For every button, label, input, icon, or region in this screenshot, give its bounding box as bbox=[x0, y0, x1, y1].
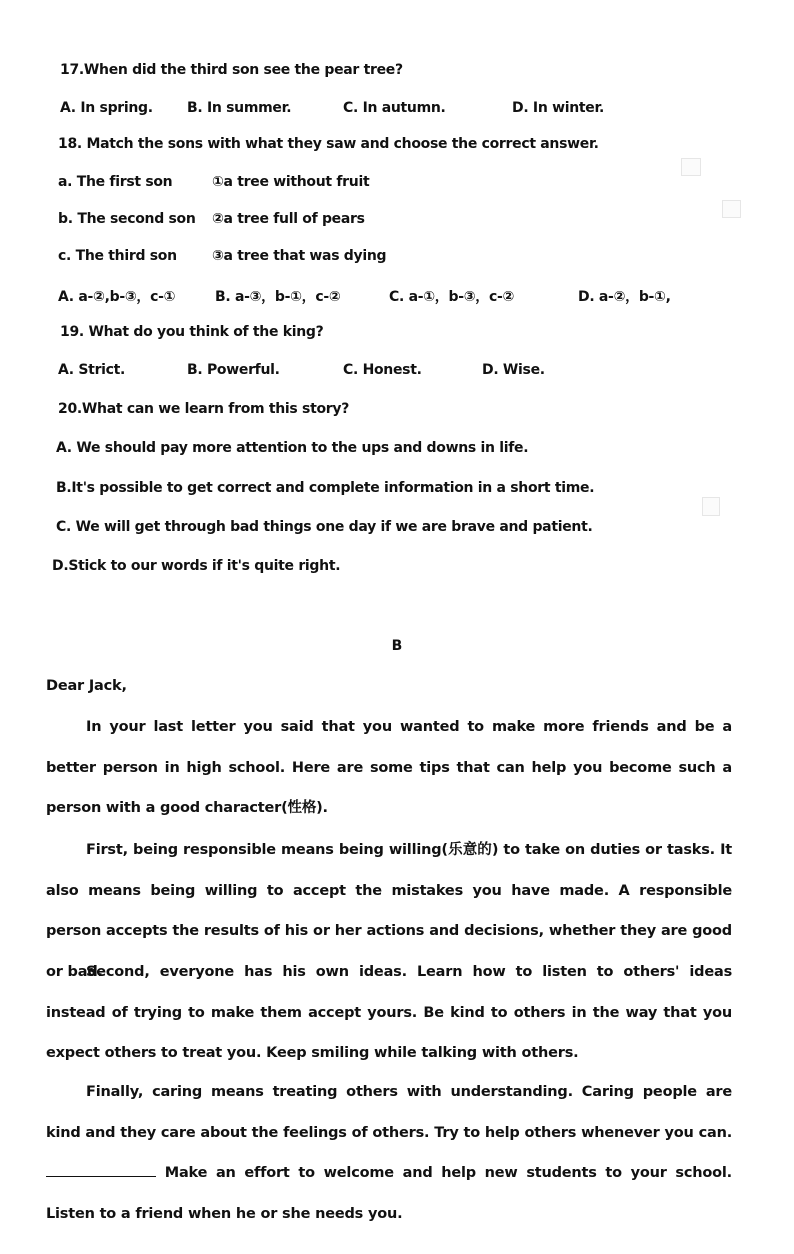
q18-left-c: c. The third son bbox=[58, 248, 177, 264]
letter-paragraph-second: Second, everyone has his own ideas. Learn how to listen to others' ideas instead of trying to make them accept yours. Be kind to others in the way that you expect others to treat you. Keep smiling while talking with others. bbox=[46, 964, 732, 1061]
letter-greeting: Dear Jack, bbox=[46, 678, 127, 694]
question-20: 20.What can we learn from this story? bbox=[58, 401, 350, 417]
q19-option-d: D. Wise. bbox=[482, 362, 545, 378]
letter-paragraph-final bbox=[46, 1072, 732, 1234]
q20-option-a: A. We should pay more attention to the ups and downs in life. bbox=[56, 440, 529, 456]
final-text-before-blank: Finally, caring means treating others with understanding. Caring people are kind and they care about the feelings of others. Try to help others whenever you can. bbox=[46, 1084, 732, 1141]
q20-option-d: D.Stick to our words if it's quite right. bbox=[52, 558, 341, 574]
q18-right-2: ②a tree full of pears bbox=[212, 211, 365, 227]
q18-left-b: b. The second son bbox=[58, 211, 196, 227]
final-text-after-blank: Make an effort to welcome and help new students to your school. Listen to a friend when he or she needs you. bbox=[46, 1165, 732, 1222]
q18-right-3: ③a tree that was dying bbox=[212, 248, 387, 264]
q18-option-d: D. a-②，b-①, bbox=[578, 289, 671, 305]
section-b-title: B bbox=[391, 638, 403, 654]
scan-speck bbox=[702, 497, 720, 516]
letter-paragraph-intro: In your last letter you said that you wanted to make more friends and be a better person in high school. Here are some tips that can help you become such a person with a good character(性格). bbox=[46, 719, 732, 816]
question-17: 17.When did the third son see the pear tree? bbox=[60, 62, 403, 78]
q17-option-c: C. In autumn. bbox=[343, 100, 446, 116]
answer-blank[interactable] bbox=[46, 1164, 156, 1177]
q20-option-c: C. We will get through bad things one day if we are brave and patient. bbox=[56, 519, 593, 535]
scan-speck bbox=[722, 200, 741, 218]
q18-option-b: B. a-③，b-①，c-② bbox=[215, 289, 341, 305]
q19-option-a: A. Strict. bbox=[58, 362, 126, 378]
q18-right-1: ①a tree without fruit bbox=[212, 174, 370, 190]
q17-option-a: A. In spring. bbox=[60, 100, 153, 116]
q19-option-c: C. Honest. bbox=[343, 362, 422, 378]
scan-speck bbox=[681, 158, 701, 176]
letter-paragraph-first: First, being responsible means being willing(乐意的) to take on duties or tasks. It also means being willing to accept the mistakes you have made. A responsible person accepts the results of his or her actions and decisions, whether they are good or bad. bbox=[46, 842, 732, 980]
q18-left-a: a. The first son bbox=[58, 174, 173, 190]
q17-option-d: D. In winter. bbox=[512, 100, 605, 116]
q18-option-c: C. a-①，b-③，c-② bbox=[389, 289, 515, 305]
q18-option-a: A. a-②,b-③，c-① bbox=[58, 289, 176, 305]
question-18: 18. Match the sons with what they saw and choose the correct answer. bbox=[58, 136, 599, 152]
question-19: 19. What do you think of the king? bbox=[60, 324, 324, 340]
q19-option-b: B. Powerful. bbox=[187, 362, 280, 378]
q17-option-b: B. In summer. bbox=[187, 100, 292, 116]
q20-option-b: B.It's possible to get correct and complete information in a short time. bbox=[56, 480, 595, 496]
